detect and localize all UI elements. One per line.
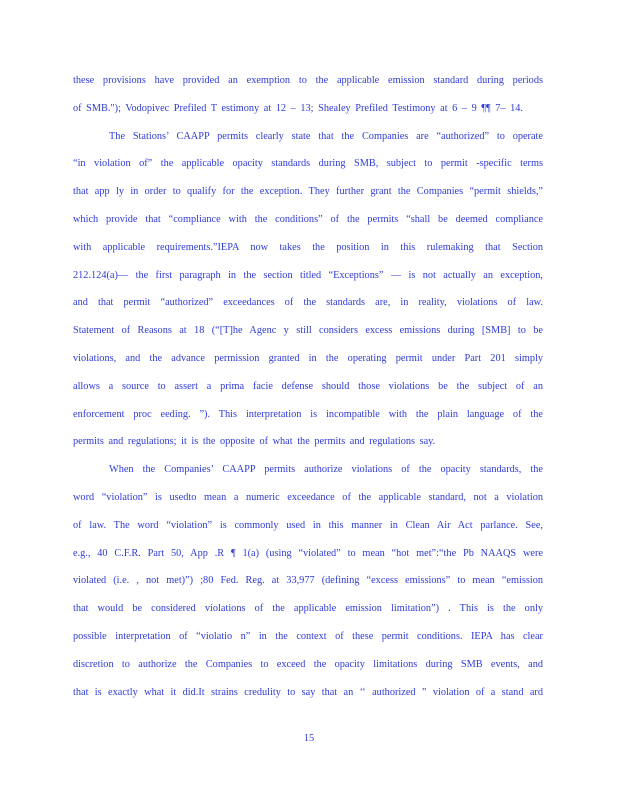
text-line: discretion to authorize the Companies to exceed the opacity limitations during SMB events, and <box>73 658 543 670</box>
page-number: 15 <box>303 733 315 744</box>
document-body <box>73 67 543 706</box>
text-line: possible interpretation of “violatio n” in the context of these permit conditions. IEPA has clear <box>73 630 543 642</box>
text-line: 212.124(a)— the first paragraph in the section titled “Exceptions” — is not actually an exception, <box>73 269 543 281</box>
text-line: enforcement proc eeding. ”). This interpretation is incompatible with the plain language of the <box>73 408 543 420</box>
text-line: The Stations’ CAAPP permits clearly state that the Companies are “authorized” to operate <box>109 130 543 142</box>
text-line: these provisions have provided an exemption to the applicable emission standard during periods <box>73 75 543 86</box>
text-line: When the Companies’ CAAPP permits authorize violations of the opacity standards, the <box>109 464 543 476</box>
text-line: “in violation of” the applicable opacity standards during SMB, subject to permit -specific terms <box>73 158 543 170</box>
text-line: of law. The word “violation” is commonly used in this manner in Clean Air Act parlance. See, <box>73 519 543 531</box>
text-line: of SMB."); Vodopivec Prefiled T estimony at 12 – 13; Shealey Prefiled Testimony at 6 – 9 ¶¶ 7– 14. <box>73 102 523 114</box>
text-line: word “violation” is usedto mean a numeric exceedance of the applicable standard, not a violation <box>73 491 543 503</box>
text-line: that would be considered violations of the applicable emission limitation”) . This is the only <box>73 603 543 615</box>
text-line: violations, and the advance permission granted in the operating permit under Part 201 simply <box>73 352 543 364</box>
text-line: that app ly in order to qualify for the exception. They further grant the Companies “permit shields,” <box>73 186 543 198</box>
text-line: permits and regulations; it is the opposite of what the permits and regulations say. <box>73 436 436 448</box>
text-line: allows a source to assert a prima facie defense should those violations be the subject of an <box>73 380 543 392</box>
text-line: violated (i.e. , not met)”) ;80 Fed. Reg. at 33,977 (defining “excess emissions” to mean “emission <box>73 575 543 587</box>
text-line: Statement of Reasons at 18 (“[T]he Agenc y still considers excess emissions during [SMB] to be <box>73 325 543 337</box>
text-line: and that permit “authorized” exceedances of the standards are, in reality, violations of law. <box>73 297 543 309</box>
text-line: that is exactly what it did.It strains credulity to say that an ‘‘ authorized ” violation of a stand ard <box>73 686 543 698</box>
text-line: with applicable requirements.”IEPA now takes the position in this rulemaking that Section <box>73 241 543 253</box>
text-line: which provide that “compliance with the conditions” of the permits “shall be deemed compliance <box>73 213 543 225</box>
text-line: e.g., 40 C.F.R. Part 50, App .R ¶ 1(a) (using “violated” to mean “hot met”:“the Pb NAAQS were <box>73 547 543 559</box>
